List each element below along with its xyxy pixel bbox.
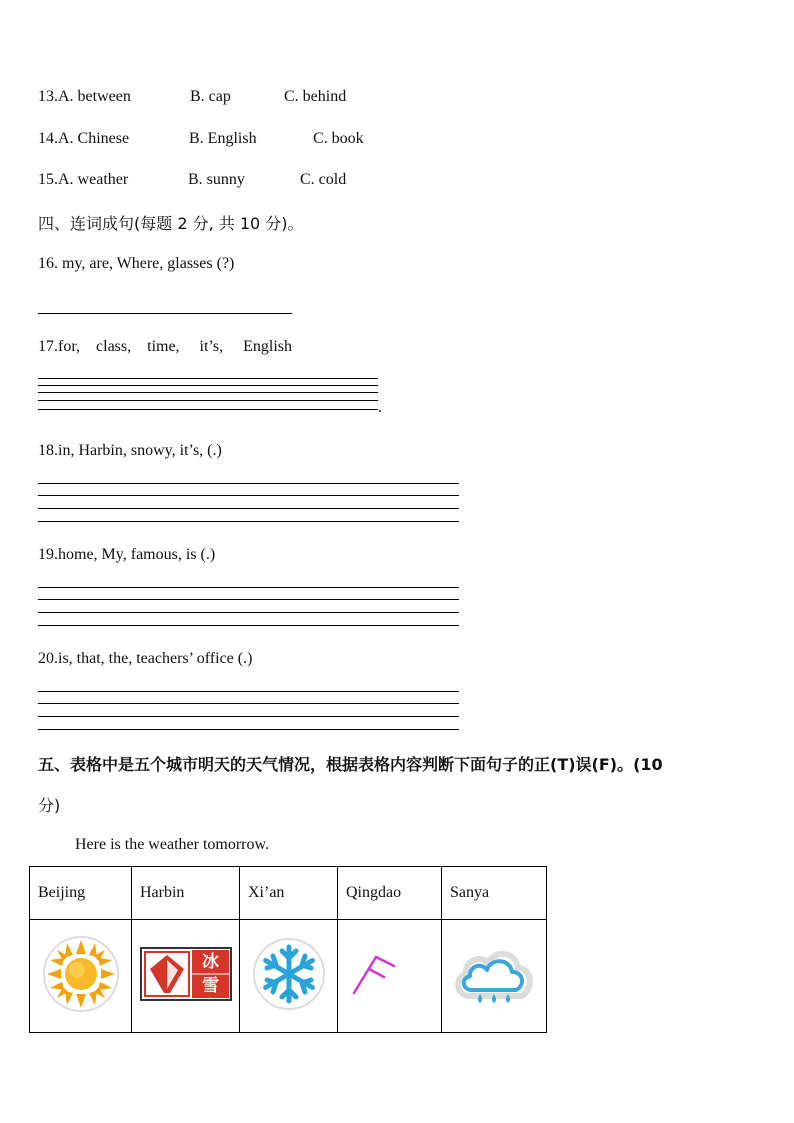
sun-icon bbox=[41, 934, 121, 1019]
city-qingdao: Qingdao bbox=[338, 867, 442, 920]
answer-line-18-4 bbox=[38, 521, 459, 522]
weather-cell-qingdao bbox=[338, 920, 442, 1033]
answer-line-20-1 bbox=[38, 691, 459, 692]
weather-table-header-row bbox=[30, 867, 547, 920]
question-15-b: B. sunny bbox=[188, 171, 245, 188]
section4-heading: 四、连词成句(每题 2 分, 共 10 分)。 bbox=[38, 214, 304, 233]
question-13-a: 13.A. between bbox=[38, 88, 131, 105]
weather-table-icon-row bbox=[30, 920, 547, 1033]
answer-line-16 bbox=[38, 313, 292, 314]
weather-cell-harbin bbox=[132, 920, 240, 1033]
city-beijing: Beijing bbox=[30, 867, 132, 920]
section5-heading-line2: 分) bbox=[38, 796, 61, 815]
answer-line-17-3 bbox=[38, 392, 378, 393]
section5-intro: Here is the weather tomorrow. bbox=[75, 836, 269, 853]
answer-line-19-4 bbox=[38, 625, 459, 626]
weather-cell-sanya bbox=[442, 920, 547, 1033]
question-16: 16. my, are, Where, glasses (?) bbox=[38, 255, 235, 272]
question-15-c: C. cold bbox=[300, 171, 347, 188]
city-sanya: Sanya bbox=[442, 867, 547, 920]
answer-line-17-5 bbox=[38, 409, 378, 410]
question-20: 20.is, that, the, teachers’ office (.) bbox=[38, 650, 253, 667]
answer-line-17-2 bbox=[38, 385, 378, 386]
question-13-c: C. behind bbox=[284, 88, 347, 105]
answer-line-17-1 bbox=[38, 378, 378, 379]
answer-line-19-3 bbox=[38, 612, 459, 613]
snowflake-icon bbox=[252, 937, 326, 1016]
weather-table bbox=[29, 866, 547, 1033]
weather-cell-xian bbox=[240, 920, 338, 1033]
rain-cloud-icon bbox=[452, 938, 536, 1015]
answer-line-20-3 bbox=[38, 716, 459, 717]
question-13-b: B. cap bbox=[190, 88, 231, 105]
question-19: 19.home, My, famous, is (.) bbox=[38, 546, 216, 563]
question-14-a: 14.A. Chinese bbox=[38, 130, 130, 147]
question-17-period: . bbox=[378, 399, 382, 416]
answer-line-20-4 bbox=[38, 729, 459, 730]
answer-line-18-2 bbox=[38, 495, 459, 496]
section5-heading-line1: 五、表格中是五个城市明天的天气情况，根据表格内容判断下面句子的正(T)误(F)。(10 bbox=[38, 755, 663, 774]
question-18: 18.in, Harbin, snowy, it’s, (.) bbox=[38, 442, 222, 459]
ice-snow-icon-text-top: 冰 bbox=[202, 951, 219, 972]
question-15-a: 15.A. weather bbox=[38, 171, 129, 188]
answer-line-18-1 bbox=[38, 483, 459, 484]
question-14-b: B. English bbox=[189, 130, 257, 147]
city-harbin: Harbin bbox=[132, 867, 240, 920]
answer-line-17-4 bbox=[38, 400, 378, 401]
ice-snow-icon-text-bottom: 雪 bbox=[202, 975, 219, 996]
question-14-c: C. book bbox=[313, 130, 364, 147]
ice-snow-icon bbox=[140, 947, 232, 1001]
wind-icon bbox=[350, 951, 400, 1002]
answer-line-19-1 bbox=[38, 587, 459, 588]
city-xian: Xi’an bbox=[240, 867, 338, 920]
answer-line-20-2 bbox=[38, 703, 459, 704]
answer-line-19-2 bbox=[38, 599, 459, 600]
question-17: 17.for, class, time, it’s, English bbox=[38, 338, 293, 355]
answer-line-18-3 bbox=[38, 508, 459, 509]
weather-cell-beijing bbox=[30, 920, 132, 1033]
